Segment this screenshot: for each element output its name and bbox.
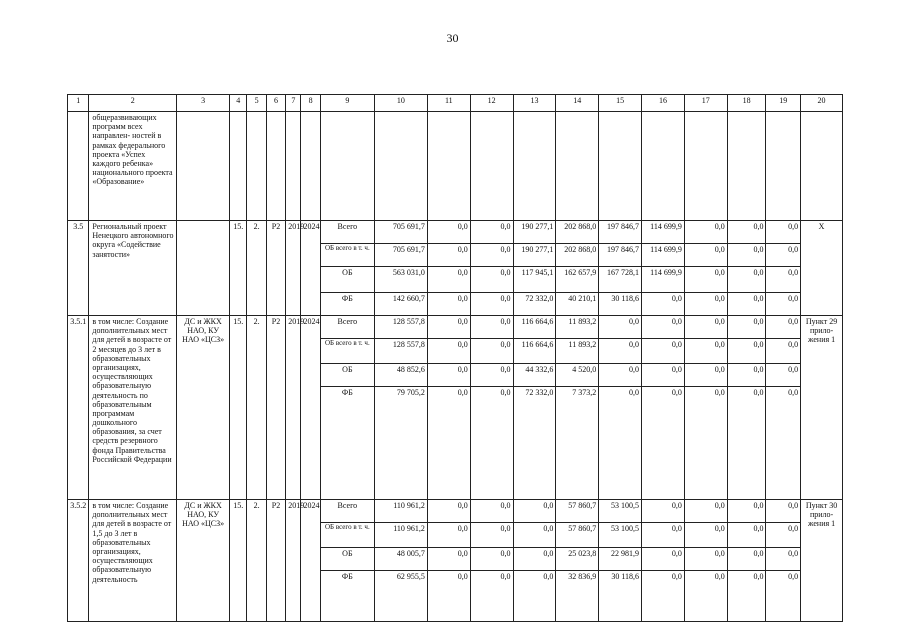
amount-cell: 142 660,7 (374, 293, 427, 316)
amount-cell: 0,0 (684, 387, 727, 500)
amount-cell: 0,0 (470, 221, 513, 244)
table-row (68, 221, 843, 244)
amount-cell: 57 860,7 (556, 523, 599, 548)
column-header: 15 (599, 95, 642, 112)
amount-cell: 32 836,9 (556, 571, 599, 622)
amount-cell: 72 332,0 (513, 293, 556, 316)
amount-cell: 0,0 (427, 571, 470, 622)
empty-cell (599, 112, 642, 221)
amount-cell: 25 023,8 (556, 548, 599, 571)
row-year-start: 2019 (286, 500, 301, 622)
amount-cell: 0,0 (766, 267, 801, 293)
empty-cell (68, 112, 89, 221)
amount-cell: 0,0 (727, 548, 766, 571)
table-row (68, 500, 843, 523)
funding-source: ОБ (320, 548, 374, 571)
amount-cell: 0,0 (766, 387, 801, 500)
row-year-end: 2024 (301, 221, 320, 316)
empty-cell (470, 112, 513, 221)
amount-cell: 0,0 (766, 571, 801, 622)
amount-cell: 79 705,2 (374, 387, 427, 500)
amount-cell: 0,0 (642, 523, 685, 548)
amount-cell: 0,0 (427, 221, 470, 244)
row-result-reference: Пункт 30 прило- жения 1 (801, 500, 843, 622)
amount-cell: 114 699,9 (642, 244, 685, 267)
amount-cell: 11 893,2 (556, 316, 599, 339)
empty-cell (286, 112, 301, 221)
amount-cell: 0,0 (470, 387, 513, 500)
empty-cell (766, 112, 801, 221)
amount-cell: 0,0 (513, 500, 556, 523)
amount-cell: 0,0 (470, 339, 513, 364)
row-year-start: 2019 (286, 221, 301, 316)
row-description: общеразвивающих программ всех направлен- ностей в рамках федерального проекта «Успех каждого ребенка» национального проекта «Образование» (89, 112, 177, 221)
amount-cell: 0,0 (513, 548, 556, 571)
row-executor: ДС и ЖКХ НАО, КУ НАО «ЦСЗ» (177, 316, 230, 500)
empty-cell (230, 112, 247, 221)
empty-cell (684, 112, 727, 221)
header-row (68, 95, 843, 112)
amount-cell: 0,0 (766, 523, 801, 548)
amount-cell: 563 031,0 (374, 267, 427, 293)
amount-cell: 0,0 (766, 548, 801, 571)
row-result-reference: Х (801, 221, 843, 316)
amount-cell: 110 961,2 (374, 500, 427, 523)
amount-cell: 30 118,6 (599, 293, 642, 316)
empty-cell (427, 112, 470, 221)
funding-source: ОБ (320, 364, 374, 387)
funding-source: ОБ всего в т. ч. (320, 339, 374, 364)
amount-cell: 62 955,5 (374, 571, 427, 622)
amount-cell: 0,0 (766, 244, 801, 267)
amount-cell: 0,0 (599, 316, 642, 339)
amount-cell: 0,0 (684, 523, 727, 548)
column-header: 12 (470, 95, 513, 112)
row-code-6: Р2 (266, 221, 285, 316)
amount-cell: 0,0 (642, 500, 685, 523)
column-header: 20 (801, 95, 843, 112)
amount-cell: 0,0 (427, 339, 470, 364)
row-code-4: 15. (230, 500, 247, 622)
amount-cell: 0,0 (727, 339, 766, 364)
amount-cell: 0,0 (470, 548, 513, 571)
amount-cell: 0,0 (470, 244, 513, 267)
amount-cell: 0,0 (727, 221, 766, 244)
amount-cell: 0,0 (513, 571, 556, 622)
funding-source: ОБ (320, 267, 374, 293)
amount-cell: 0,0 (766, 364, 801, 387)
funding-source: Всего (320, 316, 374, 339)
amount-cell: 57 860,7 (556, 500, 599, 523)
row-id: 3.5.2 (68, 500, 89, 622)
amount-cell: 110 961,2 (374, 523, 427, 548)
amount-cell: 0,0 (427, 244, 470, 267)
row-code-5: 2. (247, 221, 266, 316)
amount-cell: 0,0 (427, 500, 470, 523)
amount-cell: 0,0 (642, 316, 685, 339)
funding-source: ФБ (320, 387, 374, 500)
amount-cell: 30 118,6 (599, 571, 642, 622)
empty-cell (801, 112, 843, 221)
column-header: 17 (684, 95, 727, 112)
amount-cell: 705 691,7 (374, 221, 427, 244)
amount-cell: 0,0 (470, 316, 513, 339)
funding-source: ОБ всего в т. ч. (320, 523, 374, 548)
column-header: 16 (642, 95, 685, 112)
amount-cell: 0,0 (684, 244, 727, 267)
amount-cell: 0,0 (684, 364, 727, 387)
empty-cell (642, 112, 685, 221)
empty-cell (320, 112, 374, 221)
row-code-4: 15. (230, 221, 247, 316)
funding-source: ФБ (320, 293, 374, 316)
amount-cell: 0,0 (684, 339, 727, 364)
column-header: 1 (68, 95, 89, 112)
column-header: 9 (320, 95, 374, 112)
amount-cell: 72 332,0 (513, 387, 556, 500)
amount-cell: 0,0 (684, 548, 727, 571)
amount-cell: 0,0 (599, 364, 642, 387)
amount-cell: 0,0 (766, 500, 801, 523)
amount-cell: 0,0 (642, 364, 685, 387)
column-header: 3 (177, 95, 230, 112)
amount-cell: 190 277,1 (513, 221, 556, 244)
funding-source: Всего (320, 500, 374, 523)
column-header: 19 (766, 95, 801, 112)
amount-cell: 0,0 (427, 387, 470, 500)
amount-cell: 44 332,6 (513, 364, 556, 387)
amount-cell: 190 277,1 (513, 244, 556, 267)
amount-cell: 53 100,5 (599, 523, 642, 548)
empty-cell (247, 112, 266, 221)
row-id: 3.5 (68, 221, 89, 316)
amount-cell: 128 557,8 (374, 339, 427, 364)
column-header: 10 (374, 95, 427, 112)
row-code-6: Р2 (266, 316, 285, 500)
amount-cell: 22 981,9 (599, 548, 642, 571)
amount-cell: 0,0 (766, 221, 801, 244)
amount-cell: 0,0 (427, 523, 470, 548)
amount-cell: 0,0 (427, 316, 470, 339)
amount-cell: 53 100,5 (599, 500, 642, 523)
column-header: 5 (247, 95, 266, 112)
amount-cell: 7 373,2 (556, 387, 599, 500)
empty-cell (374, 112, 427, 221)
empty-cell (266, 112, 285, 221)
amount-cell: 0,0 (684, 293, 727, 316)
amount-cell: 162 657,9 (556, 267, 599, 293)
amount-cell: 0,0 (684, 221, 727, 244)
amount-cell: 197 846,7 (599, 244, 642, 267)
amount-cell: 117 945,1 (513, 267, 556, 293)
amount-cell: 114 699,9 (642, 221, 685, 244)
amount-cell: 0,0 (642, 387, 685, 500)
amount-cell: 0,0 (727, 267, 766, 293)
row-description: в том числе: Создание дополнительных мест для детей в возрасте от 2 месяцев до 3 лет в образовательных организациях, осуществляющих образовательную деятельность по образовательным программам дошкольного образования, за счет средств резервного фонда Правительства Российской Федерации (89, 316, 177, 500)
amount-cell: 0,0 (727, 571, 766, 622)
amount-cell: 0,0 (766, 316, 801, 339)
amount-cell: 48 005,7 (374, 548, 427, 571)
amount-cell: 114 699,9 (642, 267, 685, 293)
amount-cell: 0,0 (727, 387, 766, 500)
amount-cell: 0,0 (470, 364, 513, 387)
continuation-row (68, 112, 843, 221)
row-year-start: 2019 (286, 316, 301, 500)
column-header: 13 (513, 95, 556, 112)
column-header: 11 (427, 95, 470, 112)
page-number: 30 (446, 31, 459, 45)
empty-cell (727, 112, 766, 221)
row-code-5: 2. (247, 316, 266, 500)
amount-cell: 0,0 (727, 293, 766, 316)
amount-cell: 0,0 (427, 548, 470, 571)
row-year-end: 2024 (301, 500, 320, 622)
amount-cell: 705 691,7 (374, 244, 427, 267)
funding-source: ОБ всего в т. ч. (320, 244, 374, 267)
amount-cell: 0,0 (727, 523, 766, 548)
column-header: 14 (556, 95, 599, 112)
row-code-5: 2. (247, 500, 266, 622)
amount-cell: 0,0 (727, 364, 766, 387)
amount-cell: 0,0 (470, 571, 513, 622)
amount-cell: 4 520,0 (556, 364, 599, 387)
table-row (68, 316, 843, 339)
amount-cell: 116 664,6 (513, 339, 556, 364)
amount-cell: 0,0 (766, 293, 801, 316)
amount-cell: 0,0 (513, 523, 556, 548)
amount-cell: 167 728,1 (599, 267, 642, 293)
column-header: 4 (230, 95, 247, 112)
row-description: в том числе: Создание дополнительных мест для детей в возрасте от 1,5 до 3 лет в образовательных организациях, осуществляющих образовательную деятельность (89, 500, 177, 622)
budget-table (67, 94, 843, 622)
amount-cell: 0,0 (427, 267, 470, 293)
amount-cell: 0,0 (599, 339, 642, 364)
amount-cell: 0,0 (684, 316, 727, 339)
funding-source: Всего (320, 221, 374, 244)
amount-cell: 0,0 (684, 267, 727, 293)
empty-cell (513, 112, 556, 221)
amount-cell: 0,0 (427, 293, 470, 316)
row-executor (177, 221, 230, 316)
amount-cell: 0,0 (727, 316, 766, 339)
amount-cell: 11 893,2 (556, 339, 599, 364)
empty-cell (556, 112, 599, 221)
amount-cell: 0,0 (642, 571, 685, 622)
column-header: 6 (266, 95, 285, 112)
amount-cell: 0,0 (470, 267, 513, 293)
empty-cell (177, 112, 230, 221)
amount-cell: 0,0 (727, 500, 766, 523)
funding-source: ФБ (320, 571, 374, 622)
amount-cell: 202 868,0 (556, 244, 599, 267)
row-result-reference: Пункт 29 прило- жения 1 (801, 316, 843, 500)
amount-cell: 202 868,0 (556, 221, 599, 244)
amount-cell: 0,0 (766, 339, 801, 364)
column-header: 8 (301, 95, 320, 112)
column-header: 7 (286, 95, 301, 112)
amount-cell: 0,0 (470, 523, 513, 548)
amount-cell: 116 664,6 (513, 316, 556, 339)
row-executor: ДС и ЖКХ НАО, КУ НАО «ЦСЗ» (177, 500, 230, 622)
empty-cell (301, 112, 320, 221)
column-header: 2 (89, 95, 177, 112)
amount-cell: 40 210,1 (556, 293, 599, 316)
column-header: 18 (727, 95, 766, 112)
row-code-4: 15. (230, 316, 247, 500)
row-year-end: 2024 (301, 316, 320, 500)
amount-cell: 0,0 (642, 339, 685, 364)
amount-cell: 0,0 (642, 548, 685, 571)
amount-cell: 0,0 (684, 500, 727, 523)
amount-cell: 0,0 (684, 571, 727, 622)
amount-cell: 0,0 (599, 387, 642, 500)
row-code-6: Р2 (266, 500, 285, 622)
amount-cell: 48 852,6 (374, 364, 427, 387)
amount-cell: 0,0 (727, 244, 766, 267)
amount-cell: 128 557,8 (374, 316, 427, 339)
amount-cell: 0,0 (427, 364, 470, 387)
row-description: Региональный проект Ненецкого автономного округа «Содействие занятости» (89, 221, 177, 316)
row-id: 3.5.1 (68, 316, 89, 500)
amount-cell: 0,0 (470, 293, 513, 316)
amount-cell: 197 846,7 (599, 221, 642, 244)
amount-cell: 0,0 (642, 293, 685, 316)
amount-cell: 0,0 (470, 500, 513, 523)
